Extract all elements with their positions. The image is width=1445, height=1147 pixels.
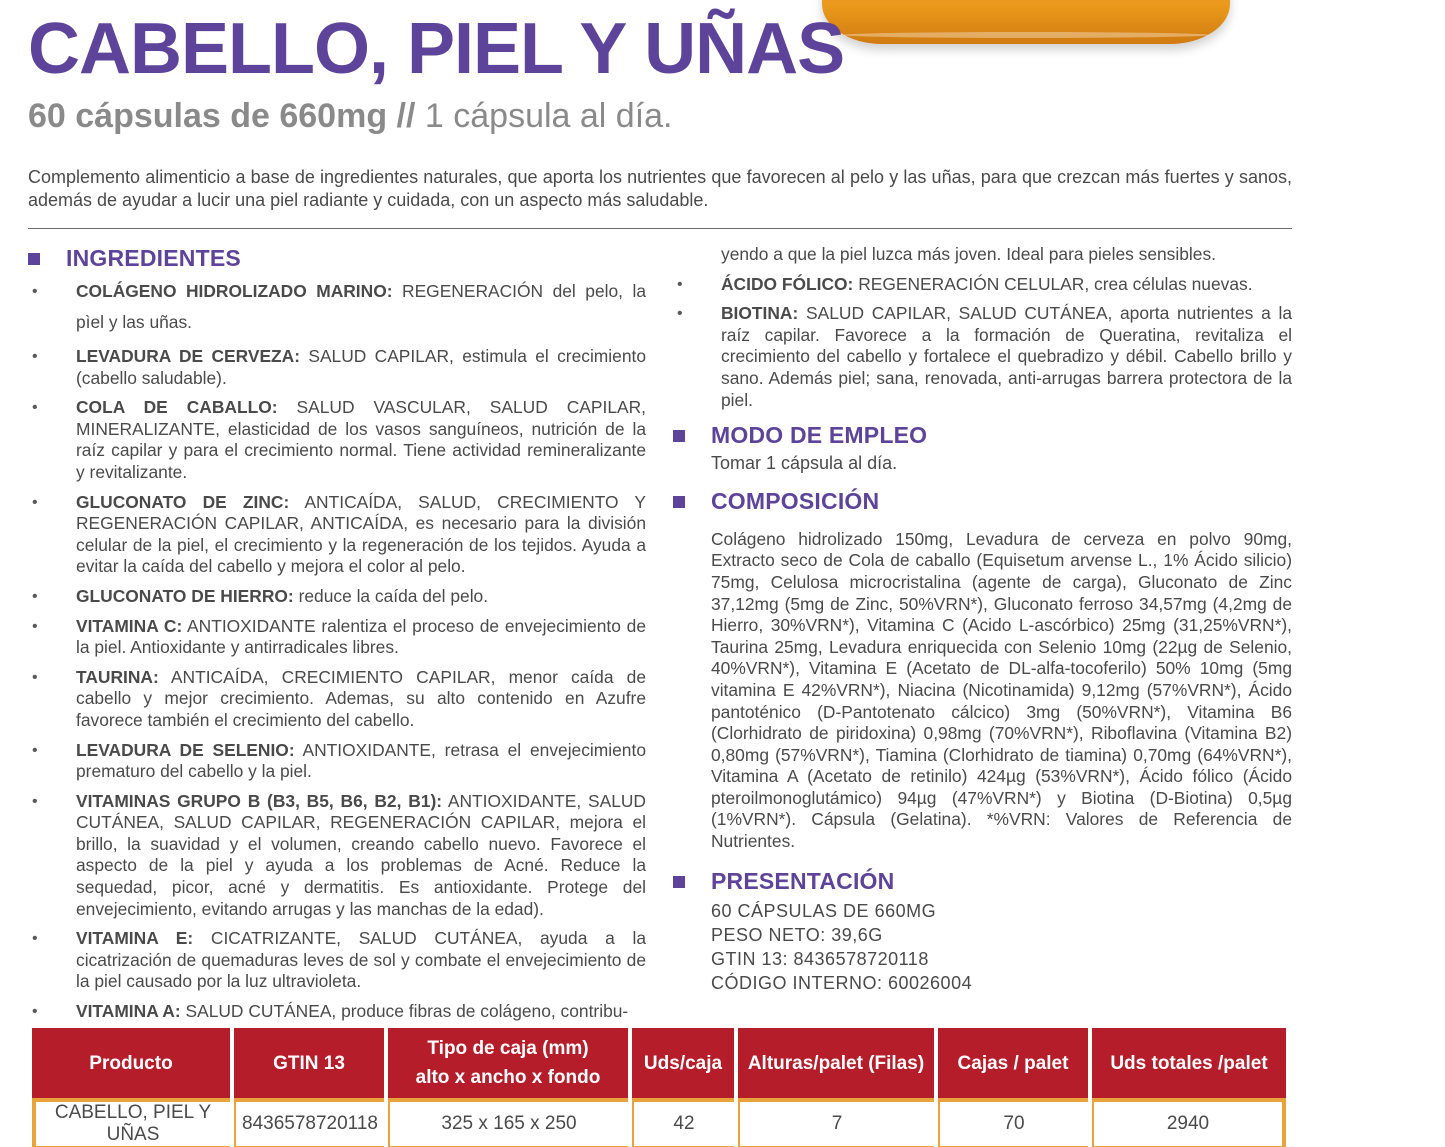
presentation-line: CÓDIGO INTERNO: 60026004 — [711, 972, 973, 993]
ingredient-item: • BIOTINA: SALUD CAPILAR, SALUD CUTÁNEA, aporta nutrientes a la raíz capilar. Favorece a la formación de Queratina, revitaliza el crecimiento del cabello y fortalece el quebradizo y débil. Cabello brillo y sano. Además piel; sana, renovada, anti-arrugas barrera protectora de la piel. — [677, 303, 1292, 410]
bullet-icon: • — [32, 930, 38, 948]
header-producto: Producto — [32, 1028, 230, 1098]
presentation-line: 60 CÁPSULAS DE 660MG — [711, 900, 937, 921]
product-jar-image — [822, 0, 1230, 44]
cell-units-box: 42 — [632, 1098, 734, 1147]
cell-boxes-pallet: 70 — [938, 1098, 1088, 1147]
bullet-icon: • — [32, 399, 38, 417]
ingredient-item: • LEVADURA DE CERVEZA: SALUD CAPILAR, estimula el crecimiento (cabello saludable). — [32, 346, 647, 388]
header-box-type: Tipo de caja (mm) alto x ancho x fondo — [388, 1028, 628, 1098]
bullet-icon: • — [32, 348, 38, 365]
square-bullet-icon — [28, 253, 40, 265]
cell-total-units: 2940 — [1092, 1098, 1286, 1147]
ingredient-item: • GLUCONATO DE HIERRO: reduce la caída del pelo. — [32, 585, 489, 606]
page-subtitle — [28, 96, 673, 136]
cell-heights: 7 — [738, 1098, 934, 1147]
presentation-line: GTIN 13: 8436578720118 — [711, 948, 929, 969]
presentation-header — [673, 867, 1292, 897]
square-bullet-icon — [673, 430, 685, 442]
presentation-line: PESO NETO: 39,6G — [711, 924, 883, 945]
square-bullet-icon — [673, 876, 685, 888]
ingredient-item: • VITAMINA E: CICATRIZANTE, SALUD CUTÁNEA, ayuda a la cicatrización de quemaduras leves de sol y combate el envejecimiento de la piel causado por la luz ultravioleta. — [32, 928, 646, 992]
table-header-row — [32, 1028, 1286, 1098]
bullet-icon: • — [32, 283, 38, 300]
ingredient-item: • ÁCIDO FÓLICO: REGENERACIÓN CELULAR, crea células nuevas. — [677, 273, 1253, 294]
header-total-units: Uds totales /palet — [1092, 1028, 1286, 1098]
page-title: CABELLO, PIEL Y UÑAS — [28, 9, 845, 89]
square-bullet-icon — [673, 496, 685, 508]
left-column — [28, 244, 646, 1031]
subtitle-dose: 1 cápsula al día. — [424, 97, 673, 135]
composition-title: COMPOSICIÓN — [711, 487, 880, 514]
bullet-icon: • — [32, 493, 38, 511]
ingredient-item: • VITAMINAS GRUPO B (B3, B5, B6, B2, B1): ANTIOXIDANTE, SALUD CUTÁNEA, SALUD CAPILAR, REGENERACIÓN CAPILAR, mejora el brillo, la suavidad y el volumen, creando cabello nuevo. Favorece el aspecto de la piel y ayuda a los problemas de Acné. Reduce la sequedad, picor, acné y dermatitis. Es antioxidante. Protege del envejecimiento, evitando arrugas y las manchas de la edad). — [32, 790, 646, 919]
bullet-icon: • — [677, 275, 683, 293]
bullet-icon: • — [32, 587, 38, 605]
cell-product: CABELLO, PIEL Y UÑAS — [32, 1098, 230, 1147]
bullet-icon: • — [32, 741, 38, 759]
header-gtin: GTIN 13 — [234, 1028, 384, 1098]
ingredients-header — [28, 244, 646, 274]
bullet-icon: • — [32, 792, 38, 810]
ingredient-item: • LEVADURA DE SELENIO: ANTIOXIDANTE, retrasa el envejecimiento prematuro del cabello y la piel. — [32, 739, 646, 782]
ingredients-title: INGREDIENTES — [66, 245, 241, 272]
right-column — [673, 244, 1292, 995]
header-boxes-pallet: Cajas / palet — [938, 1028, 1088, 1098]
ingredient-item: • COLÁGENO HIDROLIZADO MARINO: REGENERACIÓN del pelo, la pìel y las uñas. — [28, 276, 646, 338]
usage-title: MODO DE EMPLEO — [711, 422, 928, 449]
ingredient-item: • GLUCONATO DE ZINC: ANTICAÍDA, SALUD, CRECIMIENTO Y REGENERACIÓN CAPILAR, ANTICAÍDA, es necesario para la división celular de la piel, el crecimiento y la regeneración de los tejidos. Ayuda a evitar la caída del cabello y mejora el color al pelo. — [32, 491, 646, 577]
cell-box-dims: 325 x 165 x 250 — [388, 1098, 628, 1147]
ingredient-item: • TAURINA: ANTICAÍDA, CRECIMIENTO CAPILAR, menor caída de cabello y mejor crecimiento. Ademas, su alto contenido en Azufre favorece también el crecimiento del cabello. — [32, 666, 646, 730]
composition-text: Colágeno hidrolizado 150mg, Levadura de cerveza en polvo 90mg, Extracto seco de Cola de caballo (Equisetum arvense L., 1% Ácido silicio) 75mg, Celulosa microcristalina (agente de carga), Gluconato de Zinc 37,12mg (5mg de Zinc, 50%VRN*), Gluconato ferroso 34,57mg (4,2mg de Hierro, 30%VRN*), Vitamina C (Acido L-ascórbico) 25mg (31,25%VRN*), Taurina 25mg, Levadura enriquecida con Selenio 10mg (22µg de Selenio, 40%VRN*), Vitamina E (Acetato de DL-alfa-tocoferilo) 50% 10mg (5mg vitamina E 42%VRN*), Niacina (Nicotinamida) 9,12mg (57%VRN*), Ácido pantoténico (D-Pantotenato cálcico) 3mg (50%VRN*), Vitamina B6 (Clorhidrato de piridoxina) 0,98mg (70%VRN*), Riboflavina (Vitamina B2) 0,80mg (57%VRN*), Tiamina (Clorhidrato de tiamina) 0,70mg (64%VRN*), Vitamina A (Acetato de retinilo) 424µg (53%VRN*), Ácido fólico (Ácido pteroilmonoglutámico) 94µg (47%VRN*) y Biotina (D-Biotina) 0,5µg (1%VRN*). Cápsula (Gelatina). *%VRN: Valores de Referencia de Nutrientes. — [711, 528, 1292, 852]
usage-text: Tomar 1 cápsula al día. — [711, 453, 898, 474]
usage-header — [673, 421, 1292, 451]
header-units-box: Uds/caja — [632, 1028, 734, 1098]
ingredient-continuation: yendo a que la piel luzca más joven. Ideal para pieles sensibles. — [721, 244, 1216, 264]
bullet-icon: • — [677, 305, 683, 323]
header-heights: Alturas/palet (Filas) — [738, 1028, 934, 1098]
bullet-icon: • — [32, 1003, 38, 1021]
intro-paragraph: Complemento alimenticio a base de ingredientes naturales, que aporta los nutrientes que favorecen al pelo y las uñas, para que crezcan más fuertes y sanos, además de ayudar a lucir una piel radiante y cuidada, con un aspecto más saludable. — [28, 167, 1292, 210]
composition-header — [673, 487, 1292, 517]
divider — [28, 228, 1292, 229]
cell-gtin: 8436578720118 — [234, 1098, 384, 1147]
logistics-table — [28, 1028, 1290, 1147]
ingredient-item: • VITAMINA C: ANTIOXIDANTE ralentiza el proceso de envejecimiento de la piel. Antioxidante y antirradicales libres. — [32, 615, 646, 658]
bullet-icon: • — [32, 668, 38, 686]
table-row — [32, 1098, 1286, 1147]
subtitle-capsules: 60 cápsulas de 660mg // — [28, 97, 416, 135]
presentation-title: PRESENTACIÓN — [711, 867, 895, 894]
ingredient-item: • COLA DE CABALLO: SALUD VASCULAR, SALUD CAPILAR, MINERALIZANTE, elasticidad de los vasos sanguíneos, nutrición de la raíz capilar y para el crecimiento normal. Tiene actividad remineralizante y revitalizante. — [32, 397, 646, 482]
ingredient-item: • VITAMINA A: SALUD CUTÁNEA, produce fibras de colágeno, contribu- — [32, 1001, 629, 1022]
bullet-icon: • — [32, 617, 38, 635]
